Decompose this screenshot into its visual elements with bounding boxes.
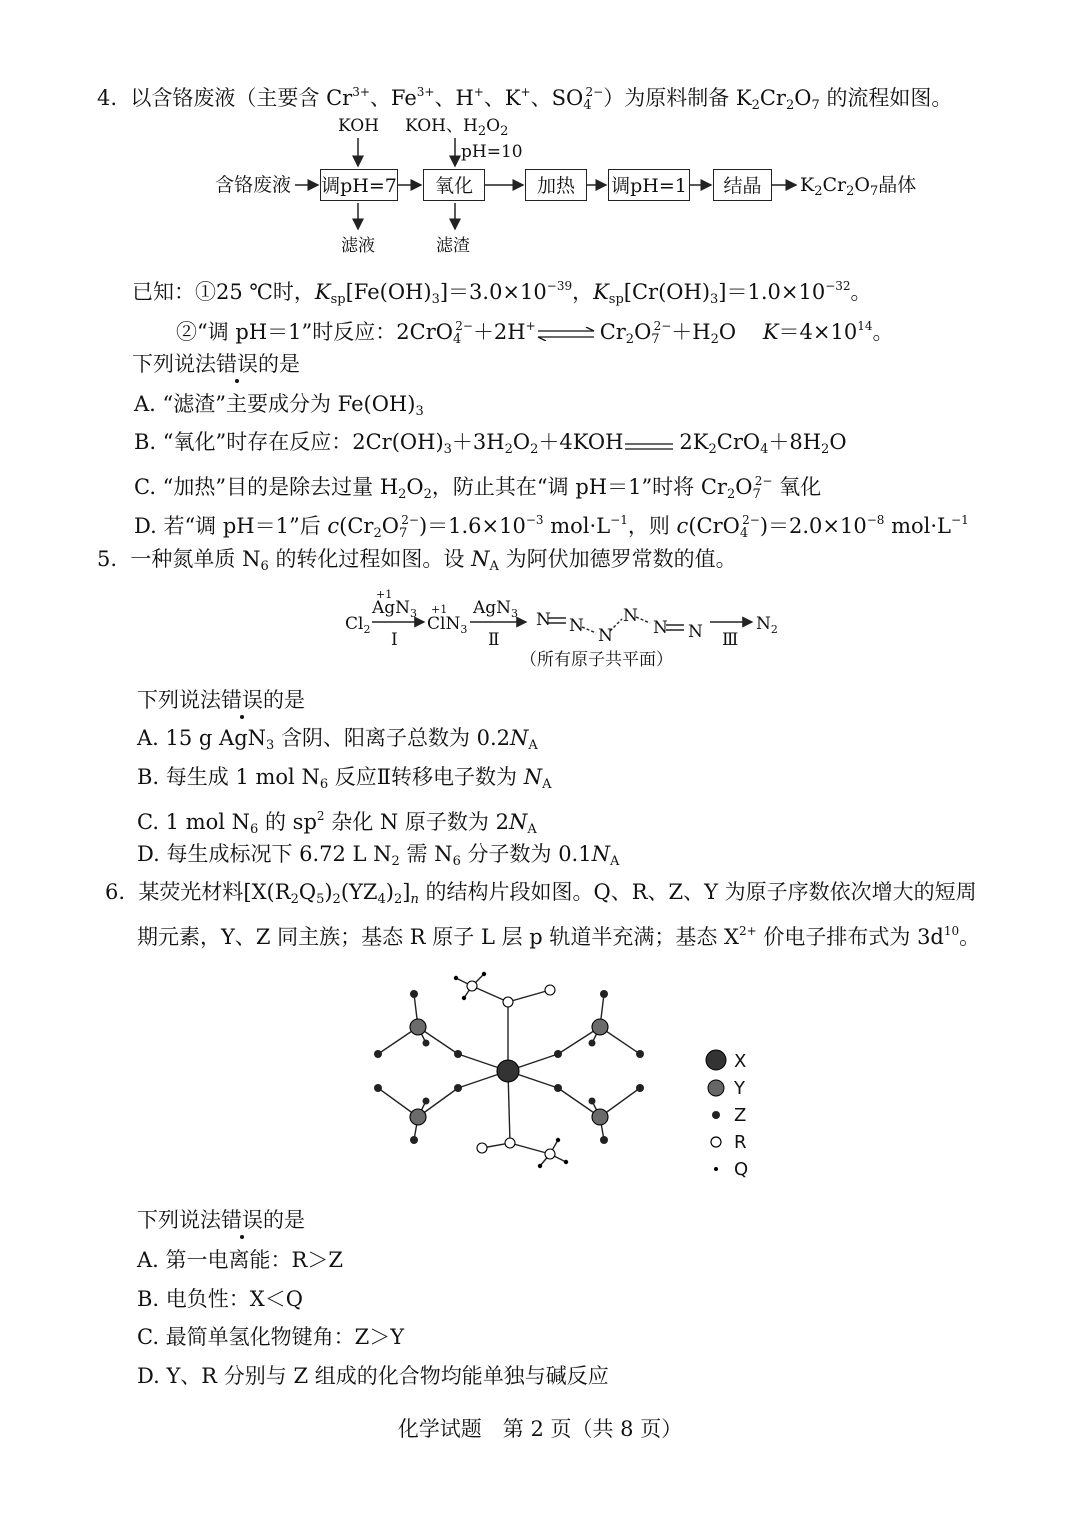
svg-text:N: N <box>688 622 703 642</box>
flow-waste-filtrate: 滤液 <box>341 236 375 256</box>
atom-r <box>545 1149 555 1159</box>
legend-label-y: Y <box>734 1078 745 1099</box>
scheme-ox-state-1: +1 <box>376 588 393 601</box>
flow-condition-ph10: pH=10 <box>461 142 523 162</box>
legend-marker-q <box>714 1167 718 1171</box>
flow-arrows <box>0 0 1080 270</box>
scheme-step-1: I <box>391 630 398 650</box>
q5-option-b: B. 每生成 1 mol $N_6$ 反应Ⅱ转移电子数为 $N_A$ <box>137 765 552 792</box>
atom-z <box>636 1050 644 1058</box>
q5-option-d: D. 每生成标况下 6.72 L $N_2$ 需 $N_6$ 分子数为 $0.1N_A$ <box>137 842 620 869</box>
q4-known-2: ②“调 pH＝1”时反应：2CrO$_4^{2-}$＋2H+ $Cr_2O_7^{2-}+H_2O$ $K=4\times 10^{14}$。 <box>176 319 894 347</box>
atom-r <box>503 997 513 1007</box>
legend-marker-r <box>711 1137 721 1147</box>
page-footer: 化学试题 第 2 页（共 8 页） <box>397 1417 683 1441</box>
legend-marker-x <box>706 1050 726 1070</box>
atom-r <box>477 1143 487 1153</box>
bond <box>510 1143 550 1154</box>
equilibrium-arrow-icon <box>536 320 600 348</box>
atom-z <box>600 990 608 998</box>
atom-z <box>636 1084 644 1092</box>
atom-z <box>423 1040 430 1047</box>
q4-option-d: D. 若“调 pH＝1”后 $c(Cr_2O_7^{2-})=1.6\times 10^{-3}$ $mol\cdot L^{-1}$，则 $c(CrO_4^{2-})=2.0\times 10^{-8}$ $mol\cdot L^{-1}$ <box>134 513 969 541</box>
q6-option-b: B. 电负性：X＜Q <box>137 1287 303 1311</box>
scheme-step-2: Ⅱ <box>488 630 500 650</box>
q6-option-c: C. 最简单氢化物键角：Z＞Y <box>137 1325 405 1349</box>
flow-step-crystallize: 结晶 <box>713 169 772 201</box>
flow-reagent-koh-h2o2: KOH、$H_2O_2$ <box>405 116 509 139</box>
flow-step-heat: 加热 <box>525 169 587 201</box>
q6-stem-line1: 6. 某荧光材料$[X(R_2Q_5)_2(YZ_4)_2]_n$ 的结构片段如图。Q、R、Z、Y 为原子序数依次增大的短周 <box>105 880 977 907</box>
scheme-note: （所有原子共平面） <box>520 650 673 670</box>
bond <box>508 990 550 1002</box>
q4-option-b: B. “氧化”时存在反应：$2Cr(OH)_3+3H_2O_2+4KOH$ $2K_2CrO_4+8H_2O$ <box>134 430 847 457</box>
q6-option-d: D. Y、R 分别与 Z 组成的化合物均能单独与碱反应 <box>137 1364 609 1388</box>
flow-step-adjust-ph1: 调pH=1 <box>608 169 690 201</box>
svg-text:N: N <box>623 606 638 626</box>
svg-text:N: N <box>598 626 613 646</box>
atom-z <box>600 1136 608 1144</box>
q5-option-c: C. 1 mol $N_6$ 的 $sp^2$ 杂化 N 原子数为 $2N_A$ <box>137 809 537 837</box>
q4-stem: 4. 以含铬废液（主要含 $Cr^{3+}$、$Fe^{3+}$、H+、K+、$SO_4^{2-}$）为原料制备 $K_2Cr_2O_7$ 的流程如图。 <box>97 85 953 113</box>
atom-r <box>467 981 477 991</box>
atom-z <box>374 1050 382 1058</box>
flow-waste-residue: 滤渣 <box>436 236 470 256</box>
bond <box>472 986 508 1002</box>
svg-text:N: N <box>569 616 584 636</box>
q6-option-a: A. 第一电离能：R＞Z <box>137 1248 343 1272</box>
atom-z <box>554 1050 562 1058</box>
atom-y <box>410 1019 426 1035</box>
q5-stem: 5. 一种氮单质 $N_6$ 的转化过程如图。设 $N_A$ 为阿伏加德罗常数的值。 <box>97 547 737 574</box>
q4-known-1: 已知：①25 ℃时，$K_{sp}[Fe(OH)_3]=3.0\times 10^{-39}$，$K_{sp}[Cr(OH)_3]=1.0\times 10^{-32}$。 <box>132 279 872 307</box>
q5-option-a: A. 15 g AgN$_3$ 含阴、阳离子总数为 $0.2N_A$ <box>137 726 538 753</box>
atom-q <box>462 996 466 1000</box>
scheme-cln3: ClN$_3$ <box>427 614 468 636</box>
q6-crystal-structure <box>360 950 660 1190</box>
q6-prompt: 下列说法错误的是 <box>137 1208 305 1232</box>
atom-z <box>423 1098 430 1105</box>
q6-stem-line2: 期元素，Y、Z 同主族；基态 R 原子 L 层 p 轨道半充满；基态 $X^{2+}$ 价电子排布式为 $3d^{10}$。 <box>137 924 981 949</box>
atom-z <box>454 1084 462 1092</box>
scheme-n2: $N_2$ <box>756 614 778 636</box>
atom-z <box>410 1136 418 1144</box>
atom-q <box>538 1164 542 1168</box>
atom-z <box>374 1084 382 1092</box>
atom-z <box>589 1040 596 1047</box>
q4-prompt: 下列说法错误的是 <box>132 352 300 376</box>
flow-step-adjust-ph7: 调pH=7 <box>320 169 398 201</box>
q5-prompt: 下列说法错误的是 <box>137 688 305 712</box>
flow-step-oxidize: 氧化 <box>423 169 485 201</box>
flow-reagent-koh: KOH <box>338 116 380 136</box>
svg-text:N: N <box>653 618 668 638</box>
flow-input: 含铬废液 <box>215 174 292 196</box>
legend-markers <box>700 1048 730 1183</box>
legend-label-x: X <box>734 1051 747 1072</box>
legend-label-r: R <box>734 1132 747 1153</box>
legend-marker-z <box>712 1111 720 1119</box>
atom-z <box>410 990 418 998</box>
atom-q <box>454 976 458 980</box>
atom-x <box>497 1060 519 1082</box>
flow-output: $K_2Cr_2O_7$晶体 <box>800 174 917 199</box>
atom-r <box>505 1138 515 1148</box>
atom-y <box>592 1019 608 1035</box>
q4-option-a: A. “滤渣”主要成分为 $Fe(OH)_3$ <box>134 392 424 419</box>
atom-z <box>454 1050 462 1058</box>
atom-r <box>545 985 555 995</box>
atom-q <box>564 1160 568 1164</box>
svg-text:N: N <box>536 610 551 630</box>
q4-option-c: C. “加热”目的是除去过量 $H_2O_2$，防止其在“调 pH＝1”时将 $Cr_2O_7^{2-}$ 氧化 <box>134 474 822 502</box>
equals-arrow-icon <box>623 430 679 458</box>
atom-q <box>482 972 486 976</box>
legend-label-z: Z <box>734 1105 747 1126</box>
atom-y <box>410 1109 426 1125</box>
scheme-agn3-2: AgN$_3$ <box>473 598 519 620</box>
atom-q <box>556 1138 560 1142</box>
atom-z <box>554 1084 562 1092</box>
legend-marker-y <box>708 1080 724 1096</box>
atom-z <box>589 1098 596 1105</box>
scheme-ox-state-2: +1 <box>431 603 448 616</box>
atom-y <box>592 1109 608 1125</box>
scheme-cl2: $Cl_2$ <box>345 614 371 636</box>
legend-label-q: Q <box>734 1159 749 1180</box>
scheme-agn3-1: AgN$_3$ <box>372 598 418 620</box>
scheme-step-3: Ⅲ <box>722 630 739 650</box>
